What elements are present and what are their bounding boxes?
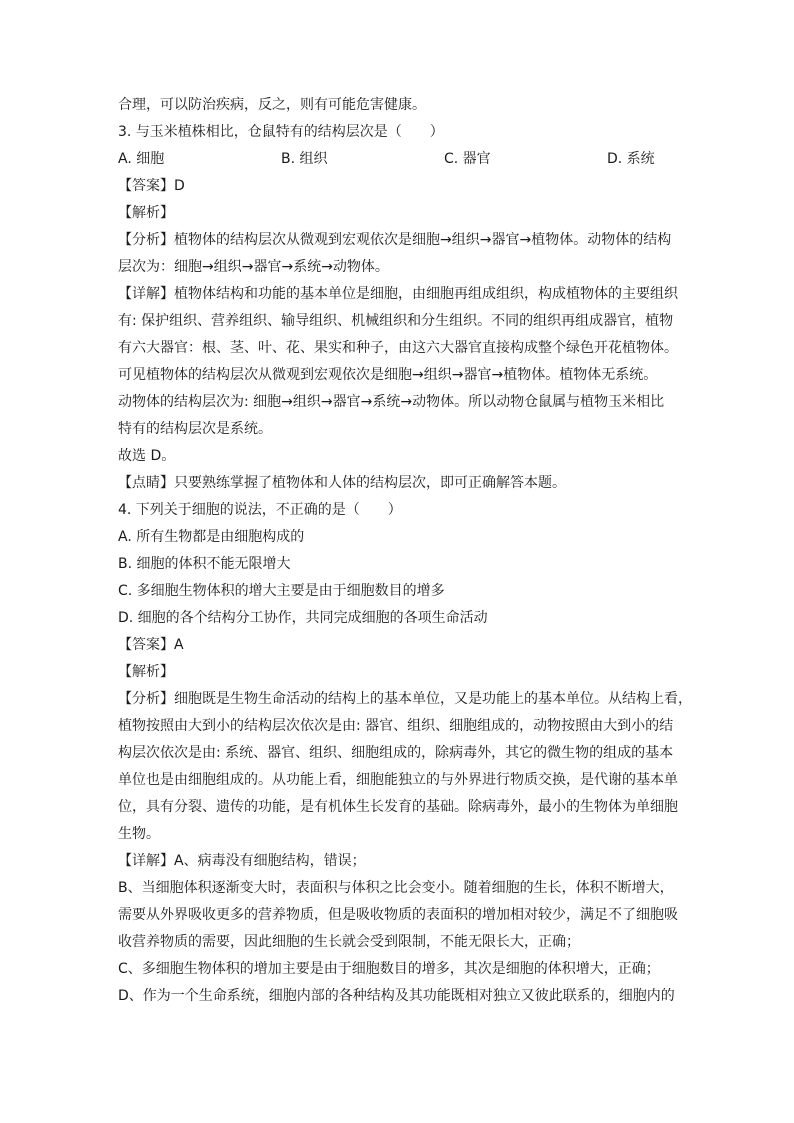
option-b: B. 组织 [281,151,328,167]
text-line: 层次为：细胞→组织→器官→系统→动物体。 [118,259,389,275]
text-line: 有六大器官：根、茎、叶、花、果实和种子，由这六大器官直接构成整个绿色开花植物体。 [118,340,678,356]
text-line: 特有的结构层次是系统。 [118,421,272,437]
dianjing-tag: 【点睛】 [118,475,174,491]
text-span: A、病毒没有细胞结构，错误； [174,853,366,869]
question-3-stem: 3. 与玉米植株相比，仓鼠特有的结构层次是（ ） [118,124,444,140]
xiangjie-tag: 【详解】 [118,286,174,302]
text-line: 位，具有分裂、遗传的功能，是有机体生长发育的基础。除病毒外，最小的生物体为单细胞 [118,799,678,815]
text-line: 收营养物质的需要，因此细胞的生长就会受到限制，不能无限长大，正确； [118,934,580,950]
answer-value: A [174,637,184,653]
option-c: C. 器官 [444,151,491,167]
text-line: 合理，可以防治疾病，反之，则有可能危害健康。 [118,97,426,113]
option-a: A. 所有生物都是由细胞构成的 [118,529,305,545]
option-a: A. 细胞 [118,151,165,167]
text-span: 细胞既是生物生命活动的结构上的基本单位，又是功能上的基本单位。从结构上看， [174,691,692,707]
option-d: D. 细胞的各个结构分工协作，共同完成细胞的各项生命活动 [118,610,488,626]
text-span: 只要熟练掌握了植物体和人体的结构层次，即可正确解答本题。 [174,475,566,491]
answer-tag: 【答案】 [118,637,174,653]
fenxi-tag: 【分析】 [118,232,174,248]
document-page [118,92,692,1010]
q4-fenxi-line [118,686,692,713]
answer-tag: 【答案】 [118,178,174,194]
q3-xiangjie-line [118,281,678,308]
text-line: 需要从外界吸收更多的营养物质，但是吸收物质的表面积的增加相对较少，满足不了细胞吸 [118,907,678,923]
text-line: 可见植物体的结构层次从微观到宏观依次是细胞→组织→器官→植物体。植物体无系统。 [118,367,658,383]
question-4-stem: 4. 下列关于细胞的说法，不正确的是（ ） [118,502,402,518]
text-line: 植物按照由大到小的结构层次依次是由: 器官、组织、细胞组成的，动物按照由大到小的结 [118,718,674,734]
text-line: B、当细胞体积逐渐变大时，表面积与体积之比会变小。随着细胞的生长，体积不断增大， [118,880,674,896]
text-span: 植物体结构和功能的基本单位是细胞，由细胞再组成组织，构成植物体的主要组织 [174,286,678,302]
option-d: D. 系统 [607,151,655,167]
q3-dianjing-line [118,470,678,497]
text-line: D、作为一个生命系统，细胞内部的各种结构及其功能既相对独立又彼此联系的，细胞内的 [118,988,675,1004]
option-b: B. 细胞的体积不能无限增大 [118,556,291,572]
text-line: C、多细胞生物体积的增加主要是由于细胞数目的增多，其次是细胞的体积增大，正确； [118,961,660,977]
q3-fenxi-line [118,227,678,254]
answer-value: D [174,178,185,194]
text-line: 构层次依次是由: 系统、器官、组织、细胞组成的，除病毒外，其它的微生物的组成的基本 [118,745,674,761]
q4-answer [118,632,678,659]
xiangjie-tag: 【详解】 [118,853,174,869]
text-line: 生物。 [118,826,160,842]
question-3-options [118,146,678,173]
text-line: 单位也是由细胞组成的。从功能上看，细胞能独立的与外界进行物质交换，是代谢的基本单 [118,772,678,788]
text-line: 有: 保护组织、营养组织、输导组织、机械组织和分生组织。不同的组织再组成器官，植物 [118,313,674,329]
q3-analysis-label: 【解析】 [118,205,174,221]
q4-analysis-label: 【解析】 [118,664,174,680]
option-c: C. 多细胞生物体积的增大主要是由于细胞数目的增多 [118,583,445,599]
text-line: 动物体的结构层次为: 细胞→组织→器官→系统→动物体。所以动物仓鼠属与植物玉米相比 [118,394,665,410]
q4-xiangjie-line [118,848,678,875]
q3-conclusion: 故选 D。 [118,448,176,464]
text-span: 植物体的结构层次从微观到宏观依次是细胞→组织→器官→植物体。动物体的结构 [174,232,672,248]
fenxi-tag: 【分析】 [118,691,174,707]
q3-answer [118,173,678,200]
